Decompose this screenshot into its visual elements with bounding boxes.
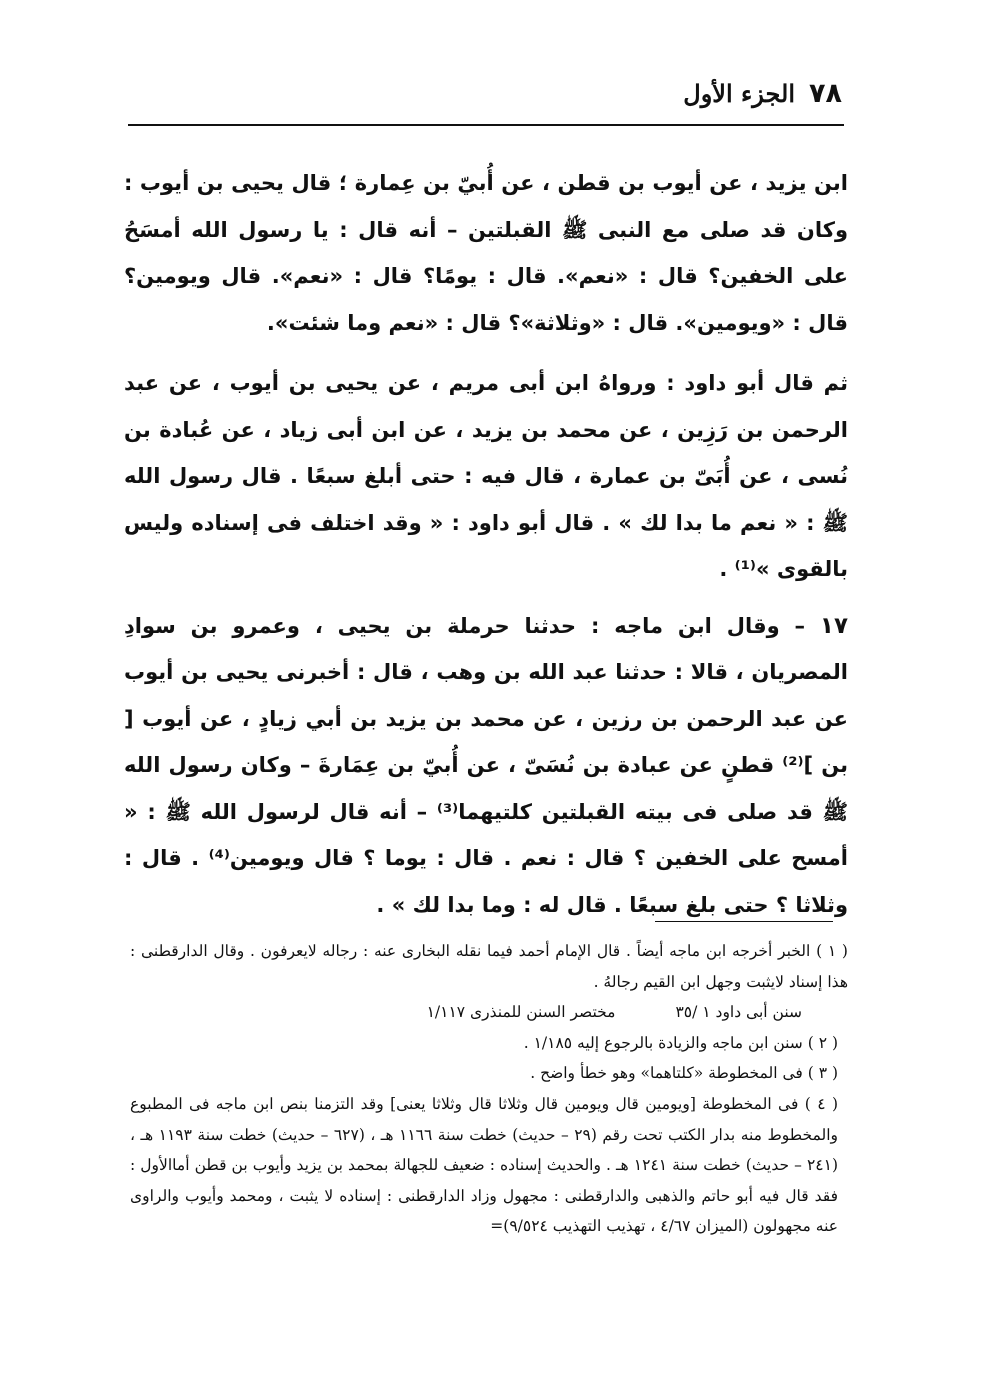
footnote-1-ref-mundhiri: مختصر السنن للمنذرى ١/١١٧ — [426, 1003, 616, 1022]
paragraph-1: ابن يزيد ، عن أيوب بن قطن ، عن أُبيّ بن عِمارة ؛ قال يحيى بن أيوب : وكان قد صلى مع النبى ﷺ القبلتين – أنه قال : يا رسول الله أمسَحُ على الخفين؟ قال : «نعم». قال : يومًا؟ قال : «نعم». قال ويومين؟ قال : «ويومين». قال : «وثلاثة»؟ قال : «نعم وما شئت». — [124, 171, 848, 335]
footnote-1-references — [130, 997, 848, 1028]
footnote-2: ( ٢ ) سنن ابن ماجه والزيادة بالرجوع إليه ١/١٨٥ . — [523, 1033, 838, 1052]
running-header — [560, 78, 842, 118]
header-rule — [128, 124, 844, 126]
paragraph-3-text: – وقال ابن ماجه : حدثنا حرملة بن يحيى ، وعمرو بن سوادِ المصريان ، قالا : حدثنا عبد الله بن وهب ، قال : أخبرنى يحيى بن أيوب عن عبد الرحمن بن رزين ، عن محمد بن يزيد بن أبي زيادٍ ، عن أيوب [ بن ]⁽²⁾ قطنٍ عن عبادة بن نُسَىّ ، عن أُبيّ بن عِمَارةَ – وكان رسول الله ﷺ قد صلى فى بيته القبلتين كلتيهما⁽³⁾ – أنه قال لرسول الله ﷺ : « أمسح على الخفين ؟ قال : نعم . قال : يوما ؟ قال ويومين⁽⁴⁾ . قال : وثلاثا ؟ حتى بلغ سبعًا . قال له : وما بدا لك » . — [124, 613, 848, 917]
main-text — [124, 160, 848, 928]
hadith-number: ١٧ — [819, 612, 848, 639]
footnote-3: ( ٣ ) فى المخطوطة «كلتاهما» وهو خطأ واضح . — [530, 1064, 838, 1083]
footnotes — [130, 936, 848, 1242]
paragraph-3 — [124, 603, 848, 929]
part-title: الجزء الأول — [683, 79, 796, 108]
footnote-1: ( ١ ) الخبر أخرجه ابن ماجه أيضاً . قال الإمام أحمد فيما نقله البخارى عنه : رجاله لايعرفون . وقال الدارقطنى : هذا إسناد لايثبت وجهل ابن القيم رجالهُ . — [130, 942, 848, 991]
footnote-separator — [655, 921, 833, 922]
page-number: ٧٨ — [809, 78, 842, 109]
footnote-1-ref-abu-dawud: سنن أبى داود ١ /٣٥ — [675, 1003, 802, 1022]
footnote-4: ( ٤ ) فى المخطوطة [ويومين قال ويومين قال وثلاثا قال وثلاثا يعنى] وقد التزمنا بنص ابن ماجه فى المطبوع والمخطوط منه بدار الكتب تحت رقم (٢٩ – حديث) خطت سنة ١١٦٦ هـ ، (٦٢٧ – حديث) خطت سنة ١١٩٣ هـ ، (٢٤١ – حديث) خطت سنة ١٢٤١ هـ . والحديث إسناده : ضعيف للجهالة بمحمد بن يزيد وأيوب بن قطن أماالأول : فقد قال فيه أبو حاتم والذهبى والدارقطنى : مجهول وزاد الدارقطنى : إسناده لا يثبت ، ومحمد وأيوب والراوى عنه مجهولون (الميزان ٤/٦٧ ، تهذيب التهذيب ٩/٥٢٤)= — [130, 1094, 838, 1236]
paragraph-2: ثم قال أبو داود : ورواهُ ابن أبى مريم ، عن يحيى بن أيوب ، عن عبد الرحمن بن رَزِين ، عن محمد بن يزيد ، عن ابن أبى زياد ، عن عُبادة بن نُسى ، عن أُبَىّ بن عمارة ، قال فيه : حتى أبلغ سبعًا . قال رسول الله ﷺ : « نعم ما بدا لك » . قال أبو داود : « وقد اختلف فى إسناده وليس بالقوى »⁽¹⁾ . — [124, 371, 848, 581]
